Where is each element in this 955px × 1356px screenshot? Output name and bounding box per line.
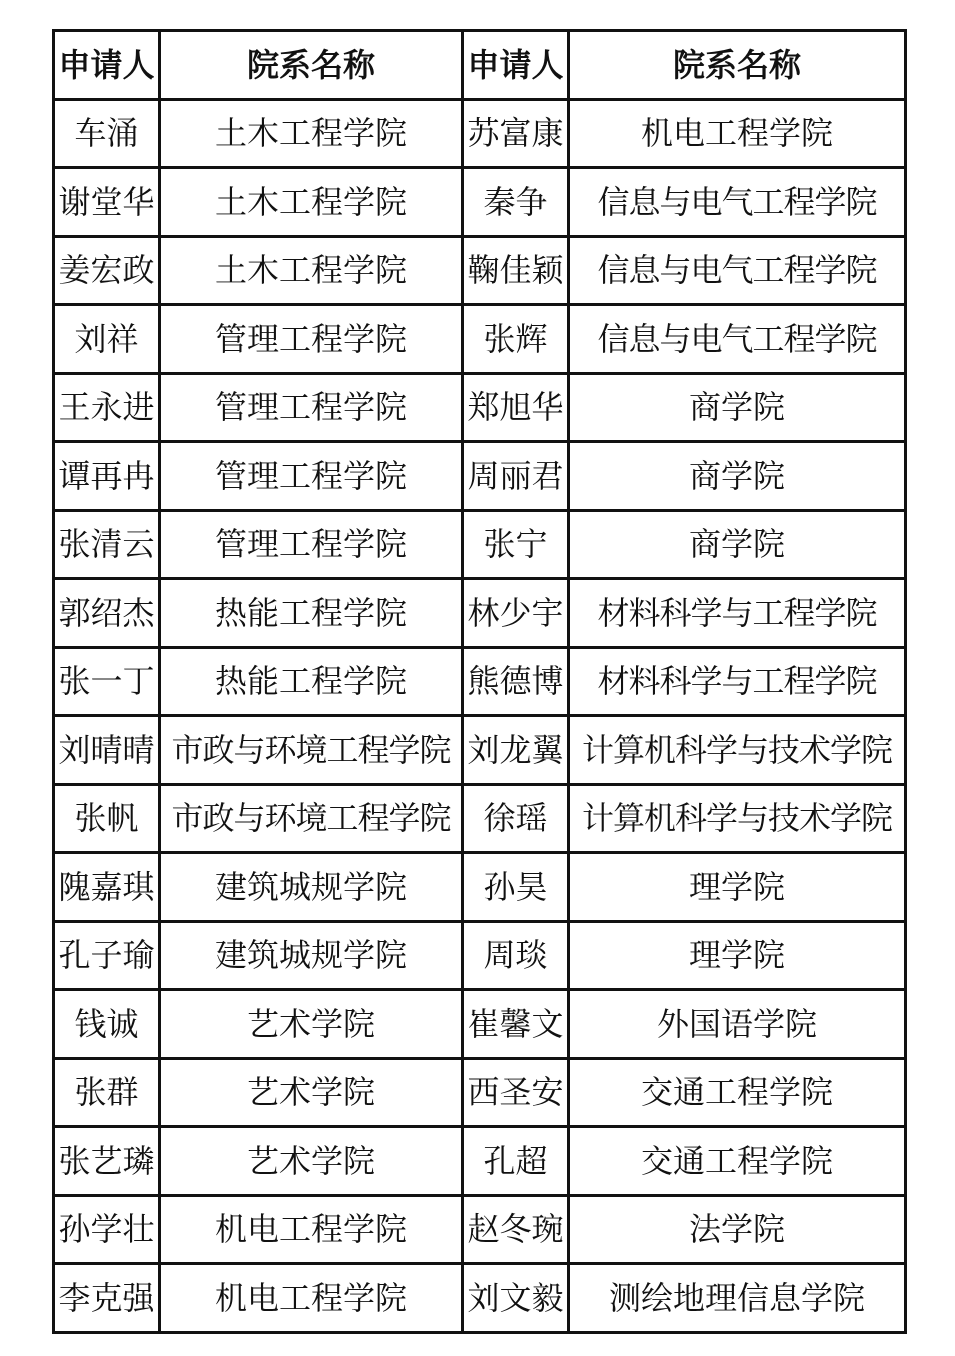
applicant-name-cell: 刘晴晴: [54, 716, 160, 785]
department-cell: 机电工程学院: [160, 1264, 463, 1333]
department-cell: 理学院: [569, 921, 906, 990]
applicant-name-cell: 张帆: [54, 784, 160, 853]
applicant-name-cell: 崔馨文: [463, 990, 569, 1059]
department-cell: 交通工程学院: [569, 1058, 906, 1127]
applicant-name-cell: 张辉: [463, 305, 569, 374]
department-cell: 市政与环境工程学院: [160, 716, 463, 785]
applicant-name-cell: 张群: [54, 1058, 160, 1127]
applicant-name-cell: 苏富康: [463, 99, 569, 168]
department-cell: 建筑城规学院: [160, 853, 463, 922]
applicant-name-cell: 孔超: [463, 1127, 569, 1196]
table-row: [54, 373, 906, 442]
applicant-name-cell: 李克强: [54, 1264, 160, 1333]
applicant-name-cell: 刘龙翼: [463, 716, 569, 785]
table-row: [54, 1264, 906, 1333]
table-row: [54, 1058, 906, 1127]
table-row: [54, 510, 906, 579]
department-cell: 计算机科学与技术学院: [569, 716, 906, 785]
applicant-name-cell: 孔子瑜: [54, 921, 160, 990]
applicant-name-cell: 谭再冉: [54, 442, 160, 511]
department-cell: 建筑城规学院: [160, 921, 463, 990]
department-cell: 土木工程学院: [160, 236, 463, 305]
department-cell: 热能工程学院: [160, 647, 463, 716]
table-row: [54, 168, 906, 237]
department-cell: 计算机科学与技术学院: [569, 784, 906, 853]
applicant-name-cell: 赵冬琬: [463, 1195, 569, 1264]
department-cell: 法学院: [569, 1195, 906, 1264]
applicant-name-cell: 鞠佳颖: [463, 236, 569, 305]
header-department-2: 院系名称: [569, 31, 906, 100]
applicant-name-cell: 张宁: [463, 510, 569, 579]
header-department: 院系名称: [160, 31, 463, 100]
table-row: [54, 579, 906, 648]
department-cell: 艺术学院: [160, 990, 463, 1059]
department-cell: 管理工程学院: [160, 305, 463, 374]
department-cell: 信息与电气工程学院: [569, 236, 906, 305]
department-cell: 热能工程学院: [160, 579, 463, 648]
applicant-name-cell: 熊德博: [463, 647, 569, 716]
table-row: [54, 990, 906, 1059]
applicant-name-cell: 刘祥: [54, 305, 160, 374]
applicant-name-cell: 姜宏政: [54, 236, 160, 305]
table-row: [54, 921, 906, 990]
applicant-name-cell: 刘文毅: [463, 1264, 569, 1333]
applicant-name-cell: 张清云: [54, 510, 160, 579]
department-cell: 测绘地理信息学院: [569, 1264, 906, 1333]
department-cell: 材料科学与工程学院: [569, 647, 906, 716]
table-row: [54, 1195, 906, 1264]
table-row: [54, 442, 906, 511]
applicant-name-cell: 秦争: [463, 168, 569, 237]
table-row: [54, 305, 906, 374]
table-row: [54, 1127, 906, 1196]
header-applicant-2: 申请人: [463, 31, 569, 100]
applicant-name-cell: 钱诚: [54, 990, 160, 1059]
department-cell: 艺术学院: [160, 1058, 463, 1127]
applicant-name-cell: 谢堂华: [54, 168, 160, 237]
department-cell: 市政与环境工程学院: [160, 784, 463, 853]
department-cell: 信息与电气工程学院: [569, 168, 906, 237]
table-row: [54, 647, 906, 716]
applicant-name-cell: 周琰: [463, 921, 569, 990]
applicant-name-cell: 隗嘉琪: [54, 853, 160, 922]
department-cell: 理学院: [569, 853, 906, 922]
applicant-name-cell: 张艺璘: [54, 1127, 160, 1196]
department-cell: 信息与电气工程学院: [569, 305, 906, 374]
applicant-name-cell: 林少宇: [463, 579, 569, 648]
applicant-name-cell: 张一丁: [54, 647, 160, 716]
department-cell: 机电工程学院: [160, 1195, 463, 1264]
applicant-name-cell: 周丽君: [463, 442, 569, 511]
applicant-name-cell: 王永进: [54, 373, 160, 442]
table-row: [54, 99, 906, 168]
applicant-name-cell: 孙学壮: [54, 1195, 160, 1264]
table-row: [54, 236, 906, 305]
table-body: [54, 99, 906, 1332]
header-applicant: 申请人: [54, 31, 160, 100]
department-cell: 商学院: [569, 373, 906, 442]
department-cell: 商学院: [569, 510, 906, 579]
applicant-name-cell: 郑旭华: [463, 373, 569, 442]
department-cell: 机电工程学院: [569, 99, 906, 168]
header-row: [54, 31, 906, 100]
applicant-name-cell: 车涌: [54, 99, 160, 168]
table-row: [54, 716, 906, 785]
department-cell: 管理工程学院: [160, 442, 463, 511]
department-cell: 材料科学与工程学院: [569, 579, 906, 648]
department-cell: 土木工程学院: [160, 99, 463, 168]
applicant-name-cell: 徐瑶: [463, 784, 569, 853]
department-cell: 交通工程学院: [569, 1127, 906, 1196]
department-cell: 艺术学院: [160, 1127, 463, 1196]
table-row: [54, 784, 906, 853]
department-cell: 管理工程学院: [160, 373, 463, 442]
department-cell: 土木工程学院: [160, 168, 463, 237]
applicant-name-cell: 郭绍杰: [54, 579, 160, 648]
applicant-table: [52, 29, 907, 1334]
department-cell: 商学院: [569, 442, 906, 511]
department-cell: 管理工程学院: [160, 510, 463, 579]
applicant-name-cell: 西圣安: [463, 1058, 569, 1127]
applicant-name-cell: 孙昊: [463, 853, 569, 922]
table-row: [54, 853, 906, 922]
department-cell: 外国语学院: [569, 990, 906, 1059]
